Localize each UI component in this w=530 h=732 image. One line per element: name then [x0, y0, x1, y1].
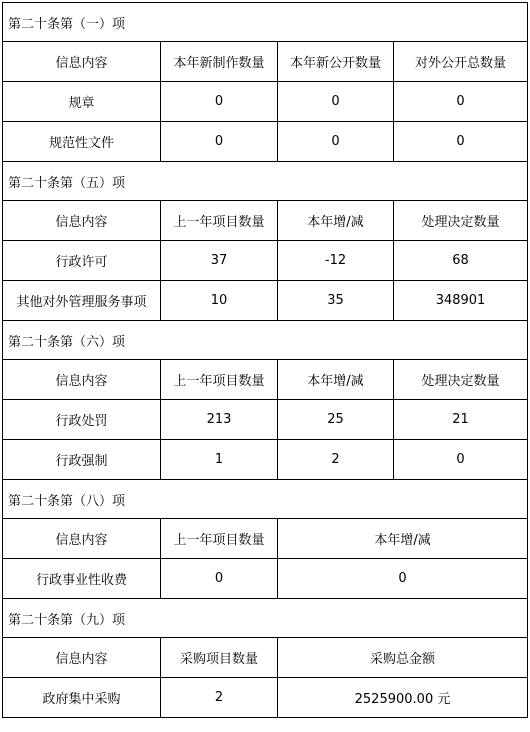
value-cell: 37 [161, 241, 278, 281]
section-title: 第二十条第（九）项 [3, 599, 528, 638]
header-cell: 处理决定数量 [394, 201, 528, 241]
section-title-row [3, 162, 528, 201]
header-cell: 信息内容 [3, 201, 161, 241]
header-cell: 采购总金额 [278, 638, 528, 678]
value-cell: 2525900.00 元 [278, 678, 528, 718]
section-title-row [3, 3, 528, 42]
header-row [3, 42, 528, 82]
disclosure-table [2, 2, 528, 718]
value-cell: 0 [278, 82, 394, 122]
value-cell: 0 [394, 440, 528, 480]
value-cell: 0 [161, 122, 278, 162]
table-row [3, 122, 528, 162]
header-cell: 上一年项目数量 [161, 519, 278, 559]
section-title: 第二十条第（六）项 [3, 321, 528, 360]
value-cell: 0 [394, 122, 528, 162]
value-cell: 0 [161, 82, 278, 122]
section-title-row [3, 480, 528, 519]
section-title: 第二十条第（八）项 [3, 480, 528, 519]
table-row [3, 281, 528, 321]
header-cell: 处理决定数量 [394, 360, 528, 400]
value-cell: 10 [161, 281, 278, 321]
value-cell: 2 [161, 678, 278, 718]
value-cell: 0 [161, 559, 278, 599]
row-label: 行政许可 [3, 241, 161, 281]
header-cell: 对外公开总数量 [394, 42, 528, 82]
table-row [3, 400, 528, 440]
table-row [3, 678, 528, 718]
header-cell: 信息内容 [3, 42, 161, 82]
value-cell: 1 [161, 440, 278, 480]
section-title: 第二十条第（五）项 [3, 162, 528, 201]
header-cell: 本年增/减 [278, 519, 528, 559]
header-cell: 上一年项目数量 [161, 201, 278, 241]
table-row [3, 82, 528, 122]
section-title-row [3, 599, 528, 638]
row-label: 政府集中采购 [3, 678, 161, 718]
value-cell: 2 [278, 440, 394, 480]
value-cell: 35 [278, 281, 394, 321]
header-cell: 信息内容 [3, 638, 161, 678]
header-cell: 本年新制作数量 [161, 42, 278, 82]
header-cell: 信息内容 [3, 360, 161, 400]
row-label: 行政事业性收费 [3, 559, 161, 599]
header-row [3, 519, 528, 559]
row-label: 规范性文件 [3, 122, 161, 162]
header-row [3, 360, 528, 400]
value-cell: 68 [394, 241, 528, 281]
value-cell: 0 [394, 82, 528, 122]
header-row [3, 638, 528, 678]
value-cell: 0 [278, 122, 394, 162]
header-cell: 信息内容 [3, 519, 161, 559]
row-label: 行政强制 [3, 440, 161, 480]
row-label: 其他对外管理服务事项 [3, 281, 161, 321]
header-cell: 本年新公开数量 [278, 42, 394, 82]
header-cell: 本年增/减 [278, 360, 394, 400]
header-row [3, 201, 528, 241]
value-cell: 0 [278, 559, 528, 599]
section-title-row [3, 321, 528, 360]
table-row [3, 440, 528, 480]
header-cell: 本年增/减 [278, 201, 394, 241]
header-cell: 上一年项目数量 [161, 360, 278, 400]
table-row [3, 559, 528, 599]
value-cell: -12 [278, 241, 394, 281]
table-row [3, 241, 528, 281]
value-cell: 213 [161, 400, 278, 440]
section-title: 第二十条第（一）项 [3, 3, 528, 42]
value-cell: 348901 [394, 281, 528, 321]
header-cell: 采购项目数量 [161, 638, 278, 678]
value-cell: 25 [278, 400, 394, 440]
row-label: 规章 [3, 82, 161, 122]
row-label: 行政处罚 [3, 400, 161, 440]
value-cell: 21 [394, 400, 528, 440]
